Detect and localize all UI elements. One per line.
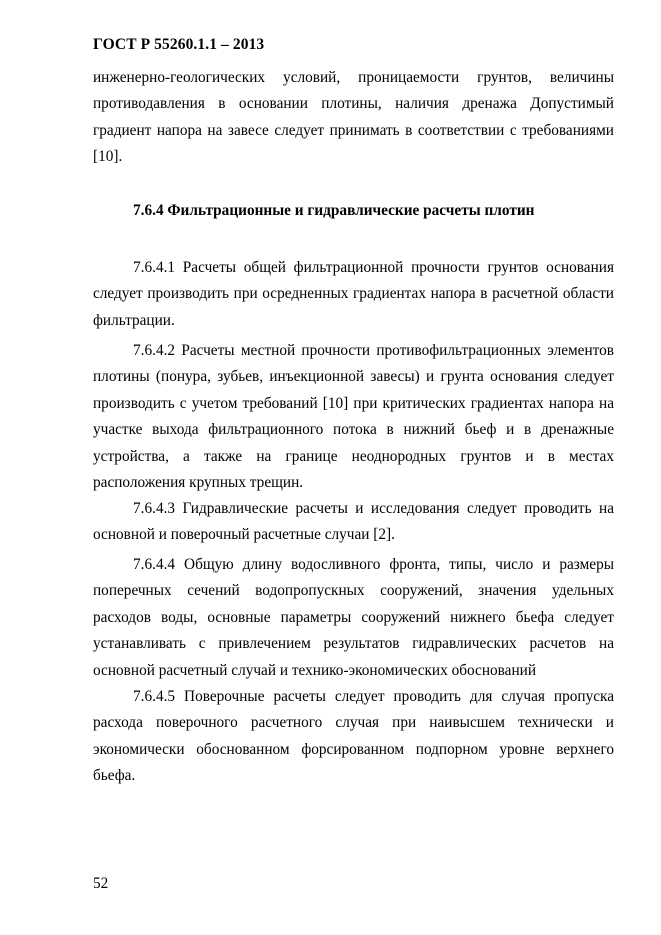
paragraph-7-6-4-4: 7.6.4.4 Общую длину водосливного фронта, типы, число и размеры поперечных сечений водопропускных сооружений, значения удельных расходов воды, основные параметры сооружений нижнего бьефа следует устанавливать с привлечением результатов гидравлических расчетов на основной расчетный случай и технико-экономических обоснований [93, 556, 614, 679]
section-title: 7.6.4 Фильтрационные и гидравлические расчеты плотин [133, 202, 535, 219]
paragraph-7-6-4-1: 7.6.4.1 Расчеты общей фильтрационной прочности грунтов основания следует производить при осредненных градиентах напора в расчетной области фильтрации. [93, 259, 614, 329]
document-header: ГОСТ Р 55260.1.1 – 2013 [93, 36, 265, 53]
paragraph-7-6-4-5: 7.6.4.5 Поверочные расчеты следует проводить для случая пропуска расхода поверочного расчетного случая при наивысшем технически и экономически обоснованном форсированном подпорном уровне верхнего бьефа. [93, 688, 614, 785]
page-number: 52 [93, 875, 109, 892]
paragraph-intro: инженерно-геологических условий, проницаемости грунтов, величины противодавления в основании плотины, наличия дренажа Допустимый градиент напора на завесе следует принимать в соответствии с требованиями [10]. [93, 69, 614, 166]
paragraph-7-6-4-2: 7.6.4.2 Расчеты местной прочности противофильтрационных элементов плотины (понура, зубьев, инъекционной завесы) и грунта основания следует производить с учетом требований [10] при критических градиентах напора на участке выхода фильтрационного потока в нижний бьеф и в дренажные устройства, а также на границе неоднородных грунтов и в местах расположения крупных трещин. [93, 342, 614, 492]
paragraph-7-6-4-3: 7.6.4.3 Гидравлические расчеты и исследования следует проводить на основной и поверочный расчетные случаи [2]. [93, 500, 614, 544]
